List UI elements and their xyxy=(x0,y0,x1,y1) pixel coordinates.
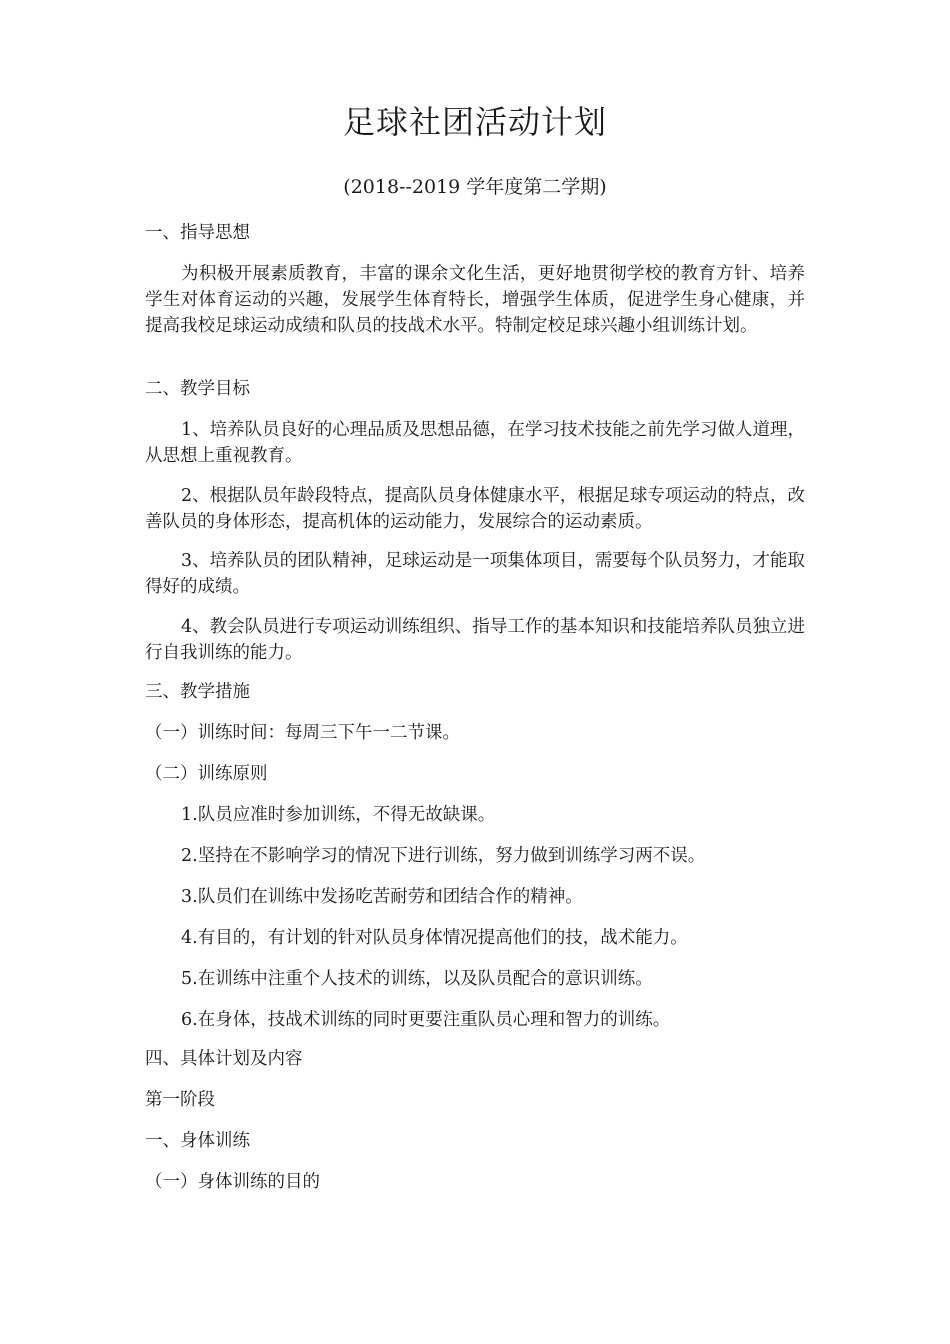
teaching-goal-item: 4、教会队员进行专项运动训练组织、指导工作的基本知识和技能培养队员独立进行自我训练的能力。 xyxy=(145,617,805,663)
teaching-goal-item: 1、培养队员良好的心理品质及思想品德，在学习技术技能之前先学习做人道理，从思想上重视教育。 xyxy=(145,420,805,466)
physical-training-purpose: （一）身体训练的目的 xyxy=(145,1172,320,1192)
section-heading-teaching-goals: 二、教学目标 xyxy=(145,379,250,399)
section-heading-teaching-measures: 三、教学措施 xyxy=(145,682,250,702)
physical-training-heading: 一、身体训练 xyxy=(145,1131,250,1151)
training-principle-item: 2.坚持在不影响学习的情况下进行训练，努力做到训练学习两不误。 xyxy=(181,846,706,866)
training-principle-item: 4.有目的，有计划的针对队员身体情况提高他们的技，战术能力。 xyxy=(181,928,688,948)
document-subtitle: (2018--2019 学年度第二学期) xyxy=(343,176,607,198)
teaching-goal-item: 3、培养队员的团队精神，足球运动是一项集体项目，需要每个队员努力，才能取得好的成绩。 xyxy=(145,551,805,597)
document-title: 足球社团活动计划 xyxy=(342,103,607,141)
training-principle-item: 5.在训练中注重个人技术的训练，以及队员配合的意识训练。 xyxy=(181,969,653,989)
stage-heading: 第一阶段 xyxy=(145,1090,215,1110)
training-principle-item: 3.队员们在训练中发扬吃苦耐劳和团结合作的精神。 xyxy=(181,887,583,907)
training-principle-item: 6.在身体，技战术训练的同时更要注重队员心理和智力的训练。 xyxy=(181,1010,671,1030)
training-principle-item: 1.队员应准时参加训练，不得无故缺课。 xyxy=(181,805,496,825)
guiding-thought-paragraph: 为积极开展素质教育，丰富的课余文化生活，更好地贯彻学校的教育方针、培养学生对体育运动的兴趣，发展学生体育特长，增强学生体质，促进学生身心健康，并提高我校足球运动成绩和队员的技战术水平。特制定校足球兴趣小组训练计划。 xyxy=(145,264,805,336)
section-heading-specific-plan: 四、具体计划及内容 xyxy=(145,1049,303,1069)
section-heading-guiding-thought: 一、指导思想 xyxy=(145,223,250,243)
training-time: （一）训练时间：每周三下午一二节课。 xyxy=(145,723,460,743)
teaching-goal-item: 2、根据队员年龄段特点，提高队员身体健康水平，根据足球专项运动的特点，改善队员的身体形态，提高机体的运动能力，发展综合的运动素质。 xyxy=(145,486,805,532)
training-principles-heading: （二）训练原则 xyxy=(145,764,268,784)
